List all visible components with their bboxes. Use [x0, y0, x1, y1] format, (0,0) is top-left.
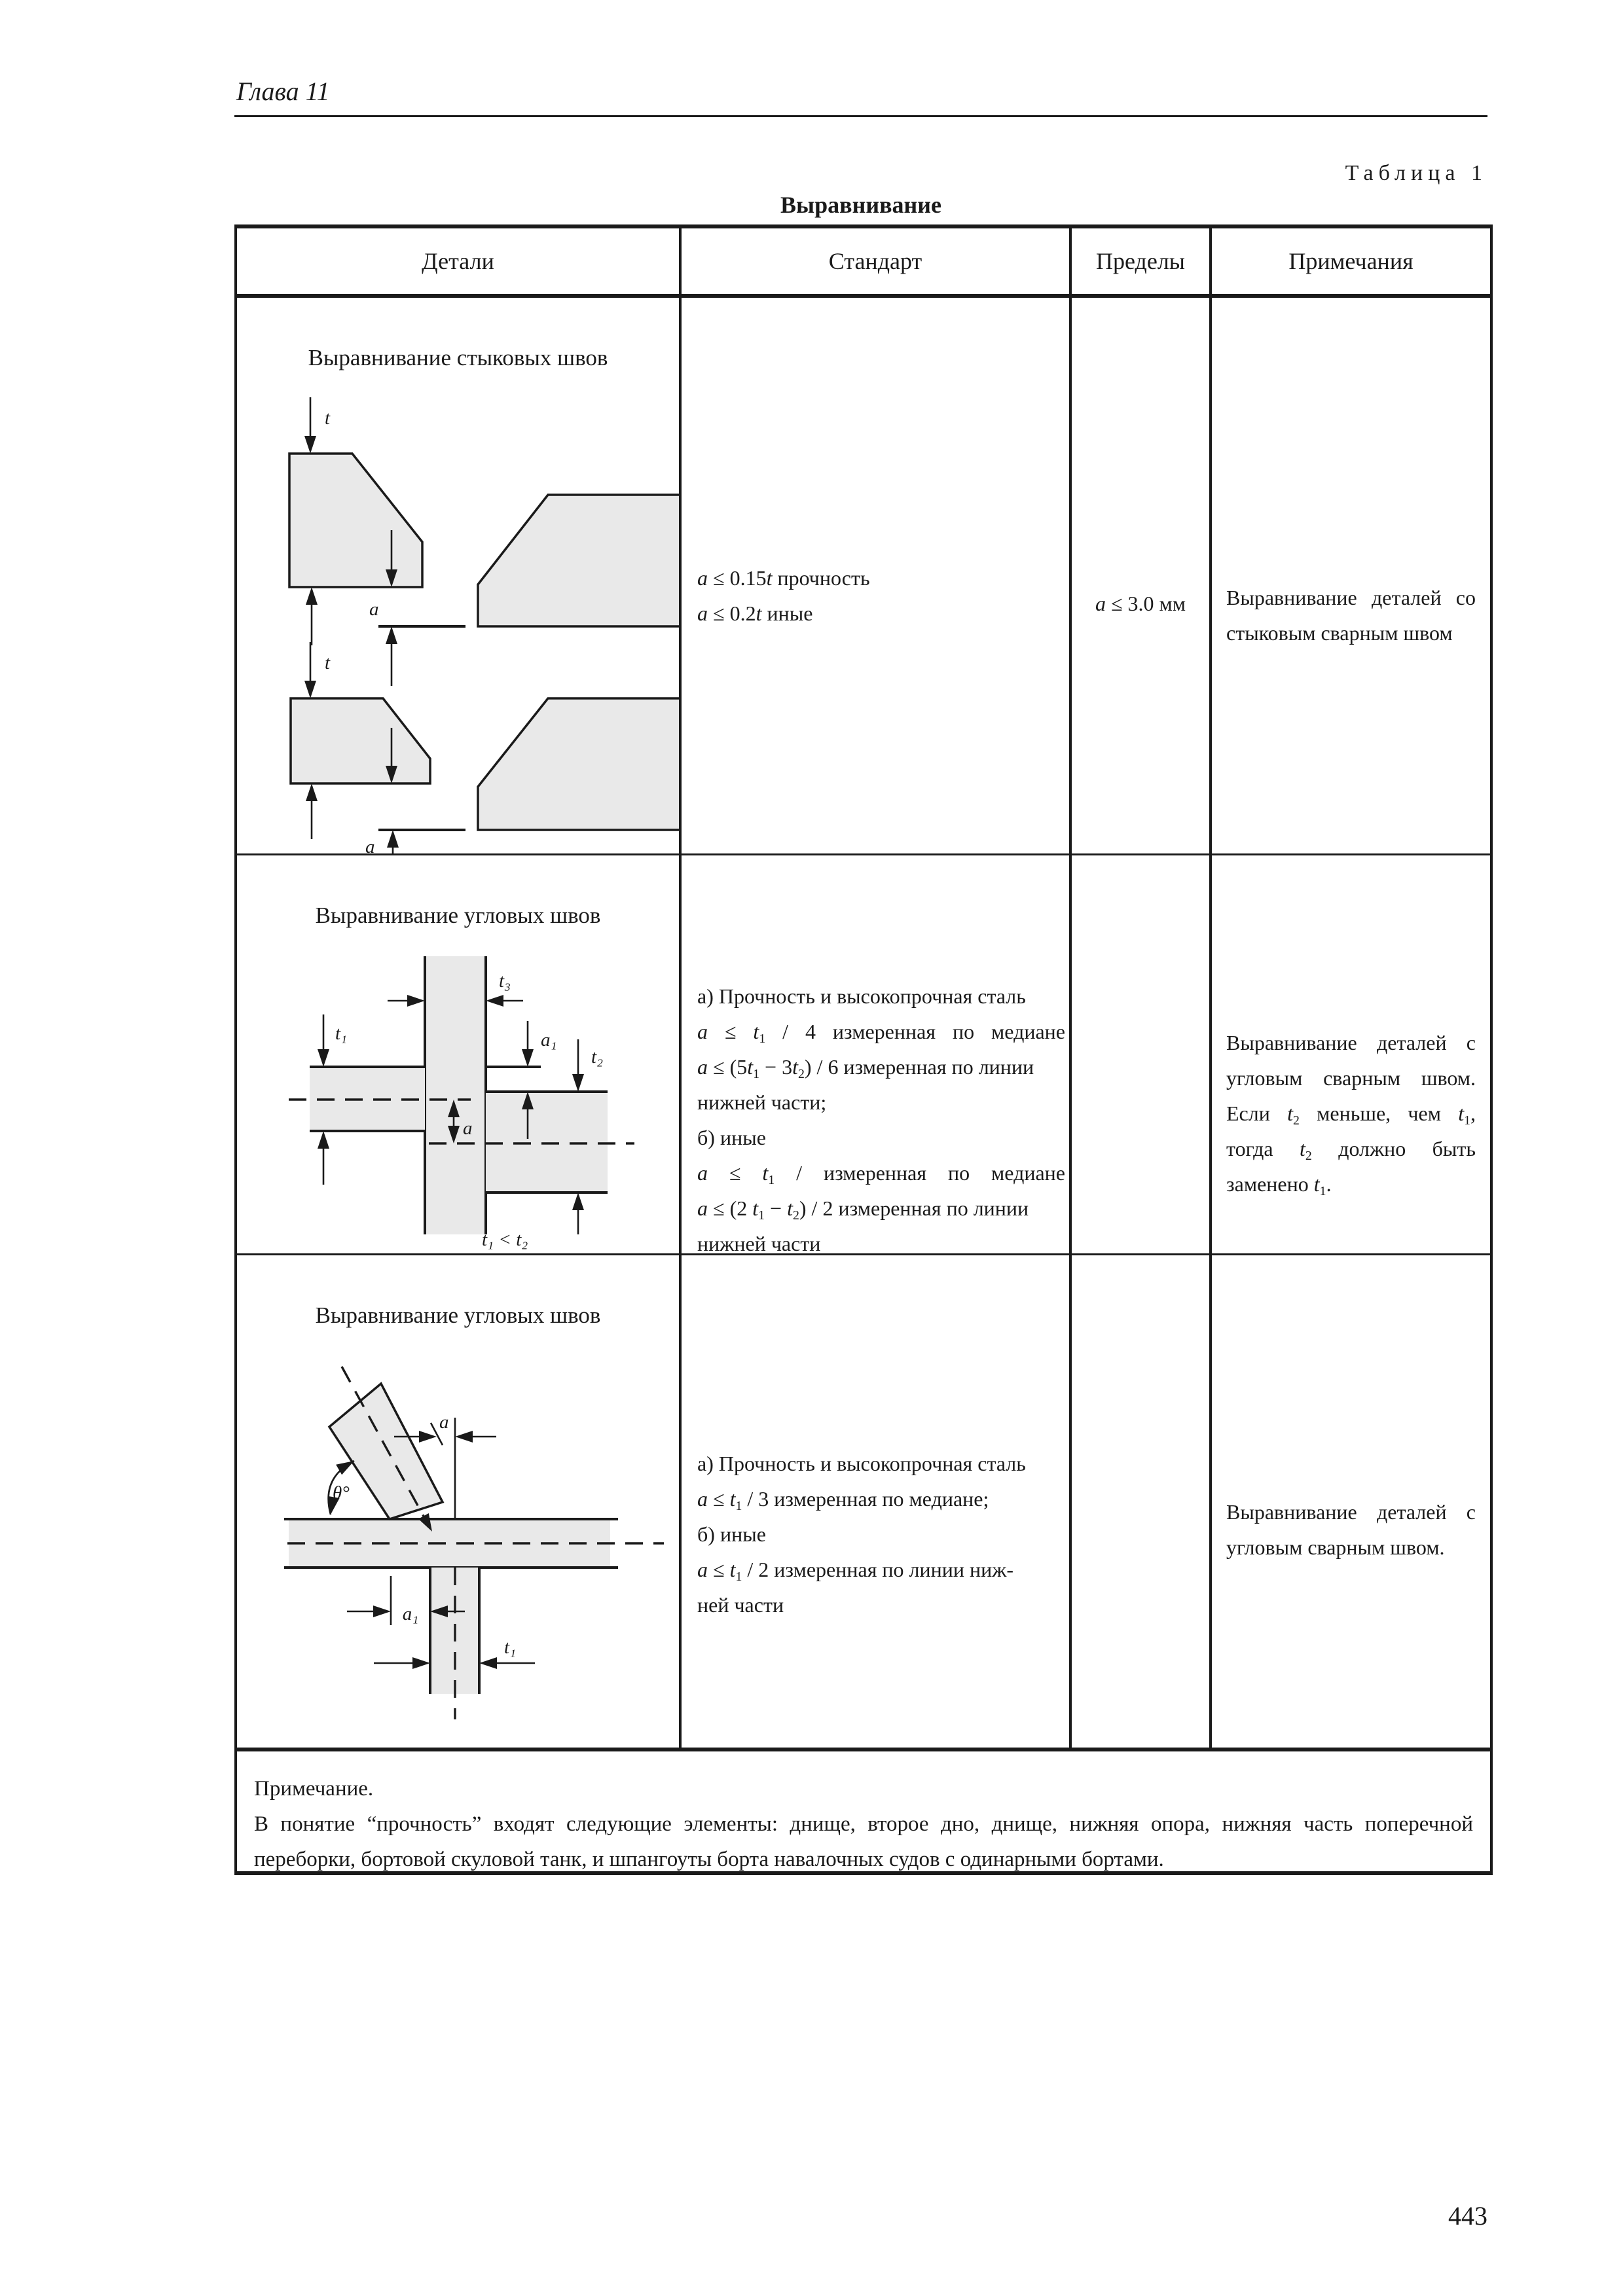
figure-title: Выравнивание стыковых швов	[308, 345, 608, 370]
details-cell-butt-welds	[237, 298, 682, 855]
tee-joint-diagram	[278, 920, 682, 1251]
label-t: t	[325, 653, 331, 673]
standard-cell	[682, 855, 1072, 1255]
page-number: 443	[1448, 2201, 1487, 2231]
formula-line: $a \le t_1 / 2$ измеренная по линии ниж-	[697, 1558, 1014, 1584]
column-header-notes: Примечания	[1212, 228, 1490, 298]
butt-weld-diagram	[278, 384, 682, 855]
limits-cell-empty	[1072, 1255, 1212, 1751]
formula-line: нижней части;	[697, 1090, 827, 1114]
alignment-table	[234, 224, 1493, 1875]
figure-title: Выравнивание угловых швов	[315, 903, 601, 928]
table-caption: Таблица 1	[1345, 161, 1487, 185]
dimension-theta	[325, 1456, 357, 1515]
note-text: Выравнивание деталей с угловым сварным швом.	[1226, 1499, 1476, 1559]
formula-line: ней части	[697, 1593, 784, 1617]
limit-value: a ≤ 3.0 мм	[1095, 592, 1186, 615]
column-header-details: Детали	[237, 228, 682, 298]
label-t3: t₃	[499, 971, 511, 992]
notes-cell	[1212, 855, 1490, 1255]
formula-line: a ≤ (2 $t_1 - t_2) / 2$ измеренная по линии	[697, 1196, 1029, 1223]
details-cell-angled-welds	[237, 1255, 682, 1751]
figure-caption-t1-less-t2: t₁ < t₂	[482, 1229, 528, 1250]
label-t1: t₁	[335, 1023, 348, 1044]
label-t1: t₁	[504, 1637, 517, 1658]
formula-line: $a \le (5t_1 - 3t_2) / 6$ измеренная по линии	[697, 1055, 1034, 1081]
label-a: a	[369, 599, 379, 620]
footnote-body: В понятие “прочность” входят следующие элементы: днище, второе дно, днище, нижняя опора, нижняя часть поперечной переборки, бортовой скуловой танк, и шпангоуты борта навалочных судов с одинарными бортами.	[254, 1812, 1473, 1871]
formula-line: $a \le t_1$ / измеренная по медиане	[697, 1161, 1066, 1187]
table-title: Выравнивание	[780, 192, 941, 218]
formula-line: a ≤ 0.15t прочность	[697, 565, 870, 590]
label-a1: a₁	[541, 1030, 557, 1050]
formula-line: $a \le t_1 / 4$ измеренная по медиане	[697, 1020, 1066, 1046]
limits-cell-empty	[1072, 855, 1212, 1255]
label-a: a	[365, 836, 375, 857]
label-theta: θ°	[333, 1482, 350, 1503]
table-footnote	[237, 1751, 1490, 1871]
label-t2: t₂	[591, 1047, 604, 1067]
formula-line: а) Прочность и высокопрочная сталь	[697, 1452, 1026, 1475]
note-text: Выравнивание деталей со стыковым сварным швом	[1226, 585, 1476, 645]
formula-line: нижней части	[697, 1232, 821, 1255]
standard-cell	[682, 298, 1072, 855]
label-a1: a₁	[402, 1604, 419, 1624]
label-a: a	[463, 1118, 473, 1139]
details-cell-fillet-welds	[237, 855, 682, 1255]
label-t: t	[325, 408, 331, 429]
column-header-limits: Пределы	[1072, 228, 1212, 298]
limits-cell	[1072, 298, 1212, 855]
header-rule	[234, 115, 1487, 117]
figure-title: Выравнивание угловых швов	[315, 1302, 601, 1328]
column-header-standard: Стандарт	[682, 228, 1072, 298]
formula-line: б) иные	[697, 1522, 766, 1546]
notes-cell	[1212, 1255, 1490, 1751]
label-a: a	[439, 1412, 449, 1433]
chapter-heading: Глава 11	[236, 77, 330, 106]
notes-cell	[1212, 298, 1490, 855]
angled-joint-diagram	[278, 1326, 682, 1729]
standard-cell	[682, 1255, 1072, 1751]
butt-weld-figure-a	[289, 397, 682, 686]
note-text: Выравнивание деталей с угловым сварным швом. Если $t_2$ меньше, чем $t_1$, тогда $t_2$ должно быть заменено $t_1$.	[1226, 1031, 1476, 1198]
butt-weld-figure-b	[291, 642, 682, 855]
formula-line: $a \le t_1 / 3$ измеренная по медиане;	[697, 1487, 989, 1513]
footnote-title: Примечание.	[254, 1777, 374, 1801]
formula-line: a ≤ 0.2t иные	[697, 601, 813, 625]
formula-line: б) иные	[697, 1126, 766, 1149]
formula-line: а) Прочность и высокопрочная сталь	[697, 984, 1026, 1008]
